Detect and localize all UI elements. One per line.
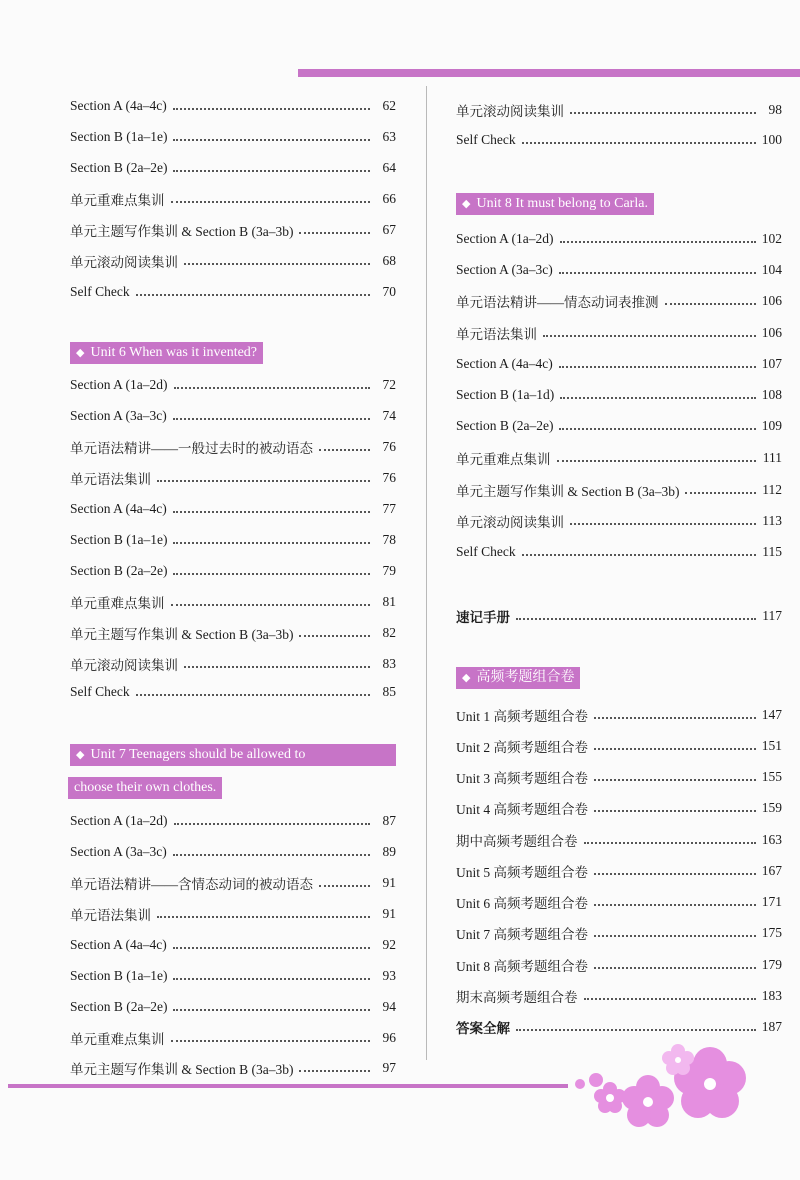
toc-entry-page: 93 — [382, 968, 396, 983]
dot-leader — [173, 978, 370, 980]
toc-entry-page: 109 — [761, 418, 782, 433]
dot-leader — [173, 108, 370, 110]
toc-entry-page: 113 — [762, 513, 782, 528]
toc-entry-label: 单元语法精讲——情态动词表推测 — [456, 295, 659, 310]
toc-entry-label: Section A (4a–4c) — [70, 98, 167, 113]
diamond-icon: ◆ — [76, 749, 85, 761]
toc-entry-page: 100 — [761, 132, 782, 147]
dot-leader — [319, 449, 370, 451]
toc-entry-page: 63 — [382, 129, 396, 144]
toc-entry-label: Unit 7 高频考题组合卷 — [456, 927, 589, 942]
flower-light — [662, 1044, 694, 1075]
toc-entry-page: 107 — [761, 356, 782, 371]
dot-leader — [584, 998, 756, 1000]
unit-7-header[interactable] — [70, 744, 396, 766]
dot-leader — [594, 810, 756, 812]
dot-leader — [136, 694, 370, 696]
toc-entry-label: 单元语法精讲——一般过去时的被动语态 — [70, 441, 313, 456]
unit-7-title-line2: choose their own clothes. — [74, 780, 217, 795]
toc-entry-page: 111 — [762, 450, 782, 465]
toc-entry-label: Self Check — [70, 684, 130, 699]
toc-entry-page: 81 — [382, 594, 396, 609]
toc-entry-label: Section A (4a–4c) — [456, 356, 553, 371]
dot-leader — [559, 272, 756, 274]
dot-leader — [157, 480, 370, 482]
toc-entry-label: Section A (3a–3c) — [456, 262, 553, 277]
toc-entry[interactable] — [70, 528, 398, 552]
toc-entry-label: Section B (1a–1d) — [456, 387, 555, 402]
toc-entry-label: Self Check — [456, 544, 516, 559]
toc-entry-page: 92 — [382, 937, 396, 952]
toc-entry[interactable] — [70, 871, 398, 895]
toc-entry[interactable] — [456, 128, 784, 152]
dot-leader — [559, 428, 755, 430]
toc-entry-page: 159 — [761, 800, 782, 815]
unit-8-title: Unit 8 It must belong to Carla. — [476, 196, 648, 211]
toc-entry-page: 94 — [382, 999, 396, 1014]
toc-entry-page: 155 — [761, 769, 782, 784]
dot-leader — [319, 885, 370, 887]
dot-leader — [584, 842, 756, 844]
dot-leader — [570, 523, 756, 525]
dot-leader — [184, 263, 370, 265]
dot-leader — [685, 492, 756, 494]
toc-entry[interactable] — [70, 218, 398, 242]
toc-entry-label: Section B (2a–2e) — [70, 563, 168, 578]
dot-leader — [299, 1070, 370, 1072]
toc-entry[interactable] — [70, 1056, 398, 1080]
toc-entry-label: 单元滚动阅读集训 — [70, 658, 178, 673]
toc-entry[interactable] — [70, 187, 398, 211]
toc-entry-label: 单元语法精讲——含情态动词的被动语态 — [70, 877, 313, 892]
toc-entry[interactable] — [70, 373, 398, 397]
toc-entry-label: 单元主题写作集训 & Section B (3a–3b) — [70, 627, 294, 642]
toc-entry-label: Section A (3a–3c) — [70, 408, 167, 423]
toc-entry[interactable] — [456, 258, 784, 282]
toc-entry-page: 167 — [761, 863, 782, 878]
dot-leader — [173, 947, 370, 949]
toc-entry-page: 106 — [761, 293, 782, 308]
dot-leader — [173, 418, 370, 420]
flower-small — [594, 1082, 626, 1113]
toc-entry-label: 单元重难点集训 — [70, 596, 165, 611]
dot-leader — [174, 387, 371, 389]
toc-entry[interactable] — [456, 734, 784, 758]
toc-entry[interactable] — [70, 1026, 398, 1050]
toc-entry-page: 85 — [382, 684, 396, 699]
toc-entry-label: Section A (1a–2d) — [70, 813, 168, 828]
toc-entry-page: 83 — [382, 656, 396, 671]
toc-entry[interactable] — [456, 890, 784, 914]
unit-7-header-continued[interactable] — [68, 777, 222, 799]
toc-entry-label: Unit 3 高频考题组合卷 — [456, 771, 589, 786]
toc-entry-page: 79 — [382, 563, 396, 578]
toc-entry-page: 104 — [761, 262, 782, 277]
dot-leader — [516, 1029, 756, 1031]
dot-leader — [299, 635, 370, 637]
diamond-icon: ◆ — [462, 198, 471, 210]
toc-entry-page: 187 — [761, 1019, 782, 1034]
toc-entry-label: Section A (3a–3c) — [70, 844, 167, 859]
toc-entry-label: 单元重难点集训 — [70, 193, 165, 208]
toc-entry[interactable] — [456, 796, 784, 820]
flower-medium — [622, 1075, 674, 1127]
toc-entry-label: Section B (1a–1e) — [70, 532, 168, 547]
toc-entry-label: Section B (2a–2e) — [70, 160, 168, 175]
toc-entry[interactable] — [70, 466, 398, 490]
toc-entry[interactable] — [456, 383, 784, 407]
toc-entry-label: Section A (1a–2d) — [70, 377, 168, 392]
toc-entry-page: 78 — [382, 532, 396, 547]
toc-entry[interactable] — [70, 964, 398, 988]
toc-entry-label: 单元滚动阅读集训 — [456, 104, 564, 119]
toc-entry-page: 76 — [382, 470, 396, 485]
toc-entry-page: 163 — [761, 832, 782, 847]
dot-leader — [171, 201, 371, 203]
diamond-icon: ◆ — [76, 347, 85, 359]
bottom-accent-bar — [8, 1084, 568, 1088]
toc-entry[interactable] — [70, 652, 398, 676]
unit-6-header[interactable] — [70, 342, 263, 364]
dot-decoration — [589, 1073, 603, 1087]
toc-entry-page: 97 — [382, 1060, 396, 1075]
toc-entry[interactable] — [70, 559, 398, 583]
toc-entry-handbook[interactable] — [456, 604, 784, 628]
toc-entry[interactable] — [456, 828, 784, 852]
toc-entry-page: 89 — [382, 844, 396, 859]
toc-entry[interactable] — [70, 249, 398, 273]
dot-leader — [136, 294, 370, 296]
toc-entry[interactable] — [456, 289, 784, 313]
toc-entry-page: 106 — [761, 325, 782, 340]
toc-entry-label: 单元语法集训 — [456, 327, 537, 342]
toc-entry[interactable] — [70, 404, 398, 428]
toc-entry[interactable] — [70, 809, 398, 833]
toc-entry[interactable] — [456, 414, 784, 438]
toc-entry-page: 96 — [382, 1030, 396, 1045]
toc-entry-page: 66 — [382, 191, 396, 206]
toc-entry-page: 68 — [382, 253, 396, 268]
column-divider — [426, 86, 427, 1060]
toc-entry-page: 112 — [762, 482, 782, 497]
toc-entry-label: Section A (1a–2d) — [456, 231, 554, 246]
dot-leader — [543, 335, 756, 337]
toc-entry-label: Section B (2a–2e) — [456, 418, 554, 433]
dot-leader — [299, 232, 370, 234]
toc-entry-label: 期中高频考题组合卷 — [456, 834, 578, 849]
toc-entry-label: Unit 5 高频考题组合卷 — [456, 865, 589, 880]
dot-leader — [594, 967, 756, 969]
toc-entry-page: 91 — [382, 906, 396, 921]
toc-entry-label: Section A (4a–4c) — [70, 501, 167, 516]
toc-entry[interactable] — [456, 921, 784, 945]
unit-8-header[interactable] — [456, 193, 654, 215]
dot-leader — [522, 554, 756, 556]
toc-entry-label: 单元重难点集训 — [456, 452, 551, 467]
toc-entry-page: 74 — [382, 408, 396, 423]
dot-leader — [173, 573, 370, 575]
toc-entry-label: 单元主题写作集训 & Section B (3a–3b) — [70, 224, 294, 239]
toc-entry-label: Section B (1a–1e) — [70, 129, 168, 144]
toc-entry-page: 117 — [762, 608, 782, 623]
toc-entry-page: 98 — [768, 102, 782, 117]
toc-entry[interactable] — [70, 435, 398, 459]
toc-entry[interactable] — [456, 703, 784, 727]
toc-entry[interactable] — [456, 984, 784, 1008]
toc-entry-answers[interactable] — [456, 1015, 784, 1039]
dot-leader — [594, 935, 756, 937]
toc-entry-label: 单元主题写作集训 & Section B (3a–3b) — [456, 484, 680, 499]
toc-entry-label: Section B (1a–1e) — [70, 968, 168, 983]
toc-entry-label: 单元语法集训 — [70, 472, 151, 487]
toc-entry[interactable] — [70, 933, 398, 957]
toc-entry-page: 102 — [761, 231, 782, 246]
dot-leader — [665, 303, 756, 305]
toc-entry-page: 183 — [761, 988, 782, 1003]
toc-entry[interactable] — [70, 902, 398, 926]
toc-entry-page: 115 — [762, 544, 782, 559]
toc-entry[interactable] — [70, 125, 398, 149]
dot-leader — [594, 904, 756, 906]
toc-entry-label: 速记手册 — [456, 610, 510, 625]
toc-entry-page: 76 — [382, 439, 396, 454]
dot-decoration — [575, 1079, 585, 1089]
toc-entry-label: Self Check — [456, 132, 516, 147]
dot-leader — [173, 511, 370, 513]
dot-leader — [173, 1009, 370, 1011]
top-accent-bar — [298, 69, 800, 77]
toc-entry-label: 答案全解 — [456, 1021, 510, 1036]
toc-entry-page: 151 — [761, 738, 782, 753]
dot-leader — [173, 139, 370, 141]
toc-entry-label: 单元重难点集训 — [70, 1032, 165, 1047]
toc-entry[interactable] — [70, 621, 398, 645]
toc-entry[interactable] — [456, 859, 784, 883]
toc-entry-label: Self Check — [70, 284, 130, 299]
toc-entry-label: Section A (4a–4c) — [70, 937, 167, 952]
dot-leader — [560, 241, 756, 243]
toc-entry-label: Unit 6 高频考题组合卷 — [456, 896, 589, 911]
toc-entry-page: 64 — [382, 160, 396, 175]
dot-leader — [559, 366, 756, 368]
unit-6-title: Unit 6 When was it invented? — [90, 345, 258, 360]
toc-entry-page: 72 — [382, 377, 396, 392]
toc-entry-label: Section B (2a–2e) — [70, 999, 168, 1014]
toc-entry-label: 单元主题写作集训 & Section B (3a–3b) — [70, 1062, 294, 1077]
dot-leader — [522, 142, 756, 144]
dot-leader — [173, 542, 370, 544]
toc-entry[interactable] — [70, 94, 398, 118]
toc-entry[interactable] — [456, 540, 784, 564]
dot-leader — [171, 1040, 371, 1042]
toc-entry[interactable] — [456, 321, 784, 345]
toc-entry[interactable] — [70, 840, 398, 864]
dot-leader — [560, 397, 756, 399]
toc-entry[interactable] — [456, 478, 784, 502]
exams-header[interactable] — [456, 667, 580, 689]
exams-title: 高频考题组合卷 — [476, 670, 575, 685]
dot-leader — [173, 854, 370, 856]
toc-entry[interactable] — [456, 446, 784, 470]
toc-entry-page: 147 — [761, 707, 782, 722]
toc-entry-page: 70 — [382, 284, 396, 299]
toc-entry[interactable] — [456, 98, 784, 122]
dot-leader — [594, 748, 756, 750]
toc-entry-page: 77 — [382, 501, 396, 516]
toc-entry-label: Unit 1 高频考题组合卷 — [456, 709, 589, 724]
toc-entry-label: 单元滚动阅读集训 — [456, 515, 564, 530]
toc-entry[interactable] — [456, 352, 784, 376]
toc-entry[interactable] — [70, 156, 398, 180]
toc-entry[interactable] — [70, 995, 398, 1019]
dot-leader — [557, 460, 757, 462]
diamond-icon: ◆ — [462, 672, 471, 684]
toc-entry-page: 82 — [382, 625, 396, 640]
toc-entry[interactable] — [456, 509, 784, 533]
toc-entry-page: 91 — [382, 875, 396, 890]
toc-entry-label: 期末高频考题组合卷 — [456, 990, 578, 1005]
dot-leader — [157, 916, 370, 918]
dot-leader — [184, 666, 370, 668]
dot-leader — [516, 618, 756, 620]
toc-entry-page: 87 — [382, 813, 396, 828]
toc-entry-page: 175 — [761, 925, 782, 940]
toc-entry-label: Unit 2 高频考题组合卷 — [456, 740, 589, 755]
toc-entry[interactable] — [70, 497, 398, 521]
dot-leader — [594, 717, 756, 719]
toc-entry-label: Unit 4 高频考题组合卷 — [456, 802, 589, 817]
dot-leader — [594, 779, 756, 781]
toc-entry-page: 67 — [382, 222, 396, 237]
toc-entry-page: 62 — [382, 98, 396, 113]
toc-entry-page: 108 — [761, 387, 782, 402]
unit-7-title-line1: Unit 7 Teenagers should be allowed to — [90, 747, 306, 762]
toc-entry[interactable] — [456, 227, 784, 251]
toc-entry[interactable] — [70, 680, 398, 704]
toc-entry[interactable] — [456, 953, 784, 977]
toc-entry-label: 单元语法集训 — [70, 908, 151, 923]
dot-leader — [171, 604, 371, 606]
toc-entry-label: Unit 8 高频考题组合卷 — [456, 959, 589, 974]
dot-leader — [570, 112, 756, 114]
dot-leader — [173, 170, 370, 172]
toc-entry[interactable] — [70, 280, 398, 304]
toc-entry[interactable] — [70, 590, 398, 614]
toc-entry[interactable] — [456, 765, 784, 789]
dot-leader — [594, 873, 756, 875]
toc-entry-page: 171 — [761, 894, 782, 909]
flower-icon — [560, 1040, 800, 1140]
toc-entry-label: 单元滚动阅读集训 — [70, 255, 178, 270]
dot-leader — [174, 823, 371, 825]
toc-entry-page: 179 — [761, 957, 782, 972]
